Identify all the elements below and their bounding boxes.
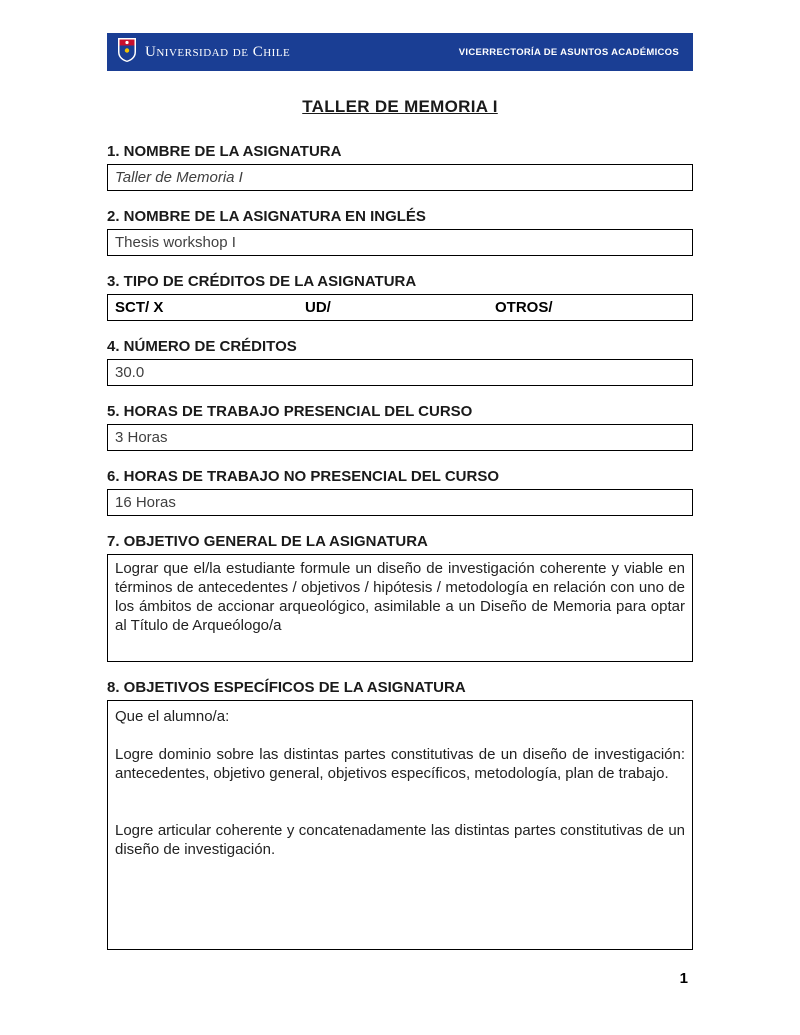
section-1-heading: 1. NOMBRE DE LA ASIGNATURA: [107, 143, 342, 160]
university-logo-icon: [117, 37, 137, 68]
credit-otros-value: OTROS/: [495, 299, 553, 316]
section-nombre-asignatura: [107, 143, 693, 191]
section-2-value-box: [107, 229, 693, 256]
section-numero-creditos: [107, 338, 693, 386]
section-horas-presencial: [107, 403, 693, 451]
section-1-value-box: [107, 164, 693, 191]
vicerrectoria-label: VICERRECTORÍA DE ASUNTOS ACADÉMICOS: [458, 46, 679, 58]
section-8-paragraph-3: Logre articular coherente y concatenadamente las distintas partes constitutivas de un diseño de investigación.: [115, 822, 685, 858]
section-4-value: 30.0: [115, 364, 145, 381]
credit-ud-value: UD/: [305, 299, 331, 316]
section-1-value: Taller de Memoria I: [115, 169, 243, 186]
credit-sct-value: SCT/ X: [115, 299, 164, 316]
section-7-heading: 7. OBJETIVO GENERAL DE LA ASIGNATURA: [107, 533, 428, 550]
section-8-paragraph-1: Que el alumno/a:: [115, 708, 230, 725]
section-6-value: 16 Horas: [115, 494, 176, 511]
section-4-heading: 4. NÚMERO DE CRÉDITOS: [107, 338, 297, 355]
section-nombre-ingles: [107, 208, 693, 256]
section-5-heading: 5. HORAS DE TRABAJO PRESENCIAL DEL CURSO: [107, 403, 473, 420]
section-3-heading: 3. TIPO DE CRÉDITOS DE LA ASIGNATURA: [107, 273, 417, 290]
section-3-value-box: [107, 294, 693, 321]
section-5-value-box: [107, 424, 693, 451]
section-7-value-box: Lograr que el/la estudiante formule un diseño de investigación coherente y viable en términos de antecedentes / objetivos / hipótesis / metodología en relación con uno de los ámbitos de accionar arqueológico, asimilable a un Diseño de Memoria para optar al Título de Arqueólogo/a: [107, 554, 693, 662]
section-objetivos-especificos: [107, 679, 693, 950]
banner-left: [117, 37, 290, 68]
section-8-paragraph-2: Logre dominio sobre las distintas partes constitutivas de un diseño de investigación: antecedentes, objetivo general, objetivos específicos, metodología, plan de trabajo.: [115, 746, 685, 782]
section-8-value-box: [107, 700, 693, 950]
section-5-value: 3 Horas: [115, 429, 168, 446]
section-2-value: Thesis workshop I: [115, 234, 236, 251]
section-8-heading: 8. OBJETIVOS ESPECÍFICOS DE LA ASIGNATURA: [107, 679, 466, 696]
section-2-heading: 2. NOMBRE DE LA ASIGNATURA EN INGLÉS: [107, 208, 426, 225]
section-6-value-box: [107, 489, 693, 516]
section-6-heading: 6. HORAS DE TRABAJO NO PRESENCIAL DEL CURSO: [107, 468, 499, 485]
header-banner: [107, 33, 693, 71]
page-title: TALLER DE MEMORIA I: [302, 97, 498, 116]
page-number: 1: [679, 970, 688, 987]
university-name: Universidad de Chile: [145, 43, 291, 60]
section-tipo-creditos: [107, 273, 693, 321]
section-objetivo-general: [107, 533, 693, 662]
section-horas-no-presencial: [107, 468, 693, 516]
section-4-value-box: [107, 359, 693, 386]
